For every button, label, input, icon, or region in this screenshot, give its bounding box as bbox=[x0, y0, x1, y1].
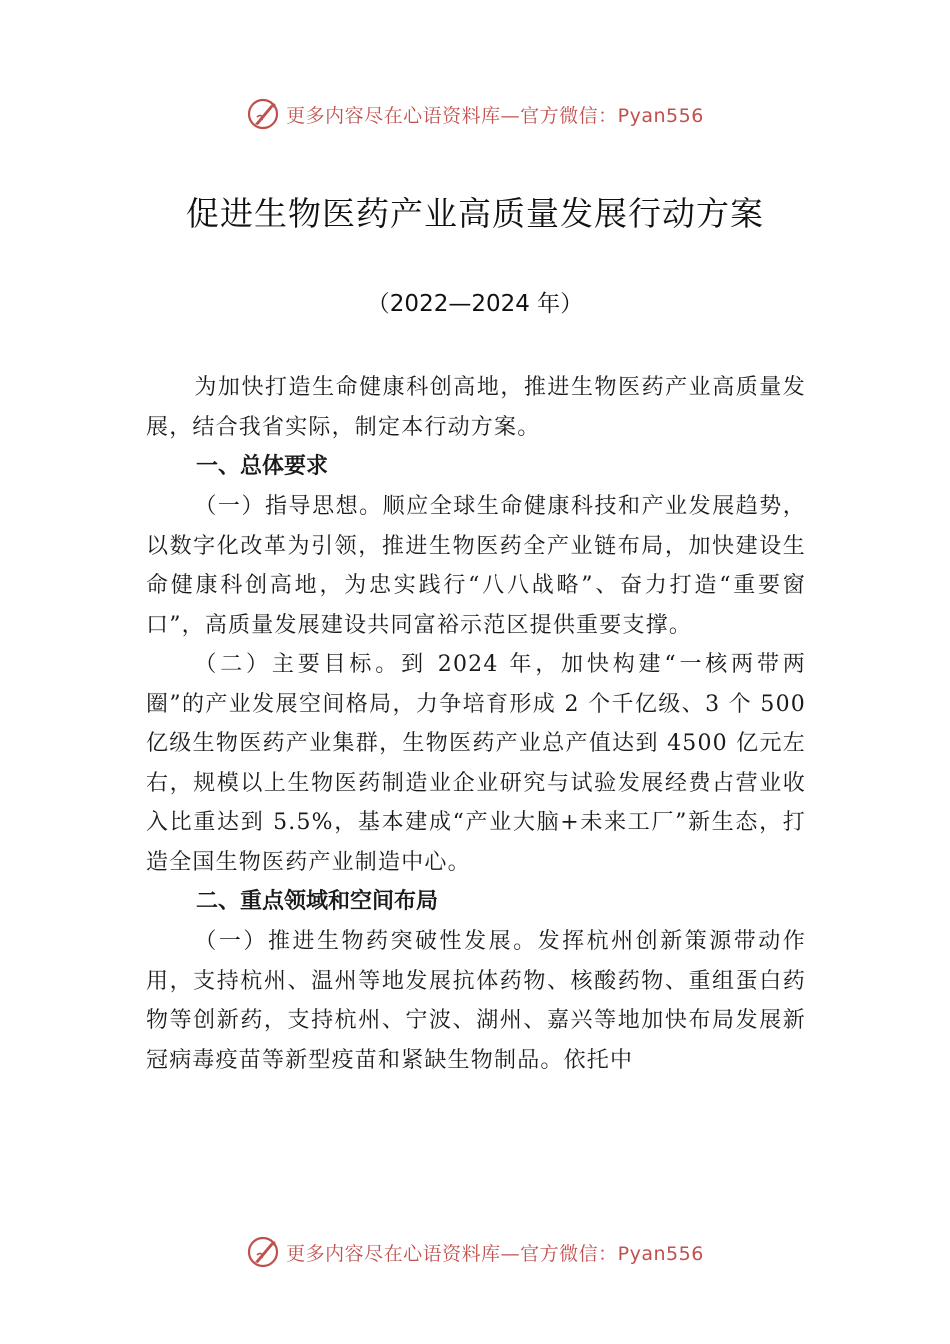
intro-paragraph: 为加快打造生命健康科创高地，推进生物医药产业高质量发展，结合我省实际，制定本行动方案。 bbox=[146, 375, 806, 440]
section-heading-2: 二、重点领域和空间布局 bbox=[196, 889, 439, 914]
watermark-text: 更多内容尽在心语资料库—官方微信：Pyan556 bbox=[286, 1242, 704, 1265]
document-subtitle: （2022—2024 年） bbox=[366, 291, 584, 317]
watermark-text: 更多内容尽在心语资料库—官方微信：Pyan556 bbox=[286, 104, 704, 127]
document-title: 促进生物医药产业高质量发展行动方案 bbox=[186, 194, 764, 233]
watermark-wechat-id: Pyan556 bbox=[617, 104, 704, 127]
watermark-bottom bbox=[0, 1232, 950, 1272]
biopharma-paragraph: （一）推进生物药突破性发展。发挥杭州创新策源带动作用，支持杭州、温州等地发展抗体药物、核酸药物、重组蛋白药物等创新药，支持杭州、宁波、湖州、嘉兴等地加快布局发展新冠病毒疫苗等新型疫苗和紧缺生物制品。依托中 bbox=[146, 929, 806, 1073]
main-goals-paragraph: （二）主要目标。到 2024 年，加快构建“一核两带两圈”的产业发展空间格局，力争培育形成 2 个千亿级、3 个 500 亿级生物医药产业集群，生物医药产业总产值达到 4500 亿元左右，规模以上生物医药制造业企业研究与试验发展经费占营业收入比重达到 5.5%，基本建成“产业大脑+未来工厂”新生态，打造全国生物医药产业制造中心。 bbox=[146, 652, 806, 875]
quill-pen-icon bbox=[246, 1235, 280, 1269]
document-body bbox=[146, 368, 806, 1080]
section-heading-1: 一、总体要求 bbox=[196, 454, 329, 479]
watermark-wechat-id: Pyan556 bbox=[617, 1242, 704, 1265]
guiding-ideology-paragraph: （一）指导思想。顺应全球生命健康科技和产业发展趋势，以数字化改革为引领，推进生物医药全产业链布局，加快建设生命健康科创高地，为忠实践行“八八战略”、奋力打造“重要窗口”，高质量发展建设共同富裕示范区提供重要支撑。 bbox=[146, 494, 806, 638]
quill-pen-icon bbox=[246, 97, 280, 131]
watermark-top bbox=[0, 94, 950, 134]
